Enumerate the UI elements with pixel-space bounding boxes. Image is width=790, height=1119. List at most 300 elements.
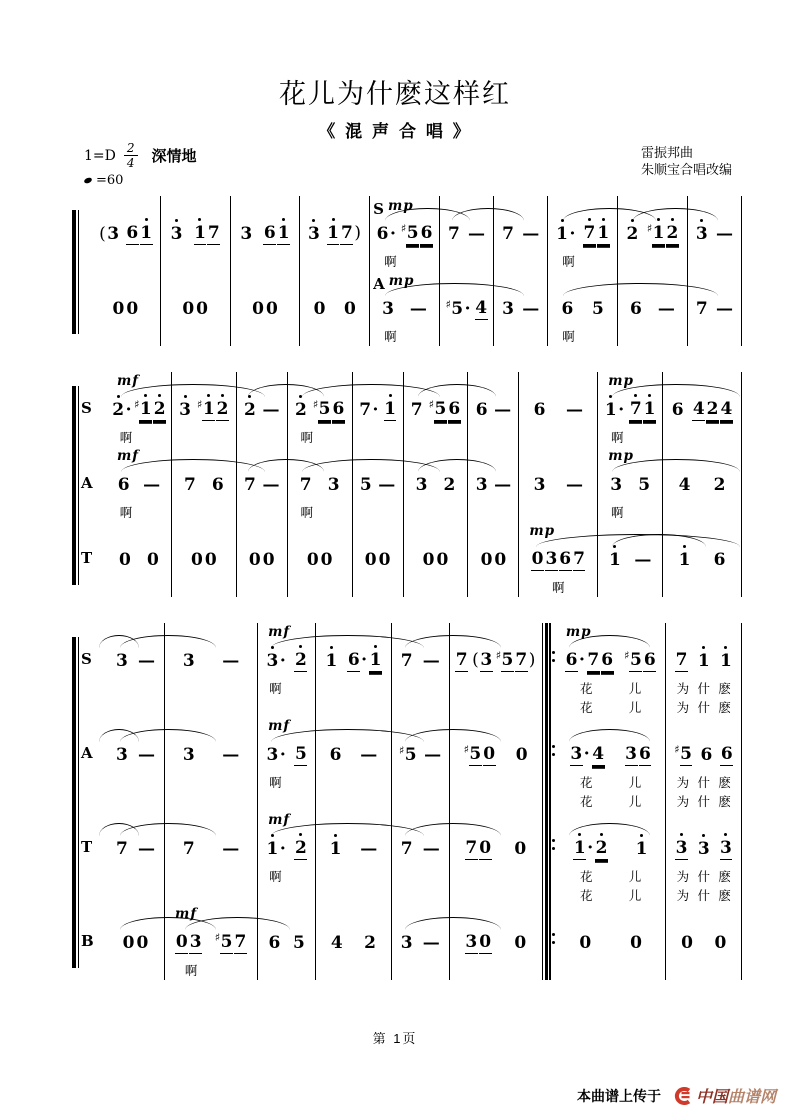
measure [237, 447, 288, 522]
notes-row [468, 392, 518, 428]
notes-row [666, 737, 741, 773]
note-token [657, 299, 675, 319]
note-digit: 0 [364, 550, 377, 570]
octave-dot [634, 394, 637, 397]
beat-group [182, 651, 196, 671]
dynamics-row [91, 196, 160, 216]
note-digit: 7 [183, 475, 196, 495]
note-digit: 6 [376, 224, 389, 244]
note-token [137, 745, 155, 765]
note-digit: 6 [117, 475, 130, 495]
note-token [325, 651, 338, 671]
note-token [182, 651, 195, 671]
lyric-row [258, 867, 315, 886]
notes-row [663, 467, 741, 503]
note-token [98, 224, 119, 244]
note-token [630, 933, 643, 953]
repeat-start-barline [543, 811, 556, 905]
lyric-syllable: 花 [580, 795, 593, 809]
dynamics-row [300, 196, 369, 216]
lyric-syllable: 什 [697, 889, 710, 903]
note-token [570, 744, 591, 766]
dynamic-marking: mf [117, 373, 140, 389]
measure [165, 717, 258, 811]
note-digit: 5 [638, 475, 651, 495]
beat-group [447, 224, 461, 244]
note-digit: 3 [415, 475, 428, 495]
sharp-sign: ♯ [463, 743, 469, 756]
lyric-row [450, 961, 542, 980]
dynamic-marking: mp [608, 373, 634, 389]
note-token [179, 400, 192, 420]
note-token [674, 744, 692, 766]
beat-group [443, 475, 457, 495]
beat-group [555, 224, 577, 244]
voice-label [81, 271, 91, 346]
beat-group [263, 223, 291, 245]
note-token [643, 399, 656, 421]
note-digit: 0 [190, 550, 203, 570]
lyric-row [288, 428, 352, 447]
note-token [443, 475, 456, 495]
measure [370, 196, 440, 271]
notes-row [237, 467, 287, 503]
lyric-row [598, 578, 662, 597]
note-token [122, 933, 135, 953]
beat-group [183, 475, 197, 495]
notes-row [556, 643, 666, 679]
beat-group [376, 224, 398, 244]
note-digit: 2 [216, 399, 229, 421]
lyric-row [91, 327, 160, 346]
note-digit: 5 [434, 399, 447, 419]
beat-group [112, 299, 140, 319]
note-token [480, 550, 493, 570]
note-digit: 1 [202, 399, 215, 421]
note-digit: 3 [610, 475, 623, 495]
note-digit: — [657, 299, 675, 319]
lyric-syllable: 啊 [552, 581, 565, 595]
repeat-start-barline [543, 717, 556, 811]
beat-group [423, 745, 442, 765]
lyric-row [392, 961, 449, 980]
dynamics-row [107, 811, 164, 831]
notes-row [450, 737, 542, 773]
lyric-row [556, 867, 666, 886]
note-digit: 1 [329, 839, 342, 859]
note-token [119, 550, 132, 570]
beat-group [671, 400, 685, 420]
note-token [697, 651, 710, 671]
note-token [515, 745, 528, 765]
note-token [170, 224, 183, 244]
octave-dot [299, 833, 302, 836]
beat-group [422, 550, 450, 570]
beat-group [720, 744, 734, 766]
note-digit: — [494, 400, 512, 420]
octave-dot [271, 646, 274, 649]
lyric-syllable: 为 [676, 795, 690, 809]
note-token [681, 933, 694, 953]
lyric-row [300, 327, 369, 346]
lyric-row [519, 503, 597, 522]
lyric-row [107, 961, 164, 980]
measure [91, 196, 161, 271]
lyric-syllable: 啊 [384, 330, 397, 344]
note-token [455, 650, 468, 672]
dynamics-row [370, 271, 439, 291]
lyric-row [107, 503, 171, 522]
note-token [252, 299, 265, 319]
dynamics-row [237, 447, 287, 467]
lyric-row [300, 252, 369, 271]
notes-row [450, 643, 542, 679]
notes-row [688, 291, 741, 327]
note-token [475, 400, 488, 420]
lyric-row [556, 679, 666, 698]
sharp-sign: ♯ [312, 398, 319, 411]
measure [404, 447, 469, 522]
note-digit: 0 [480, 550, 493, 570]
dynamics-row [300, 271, 369, 291]
note-digit: 3 [382, 299, 394, 319]
lyric-row [392, 698, 449, 717]
lyric-row [258, 961, 315, 980]
lyric-row [666, 886, 741, 905]
beat-group [265, 839, 287, 859]
note-token [347, 650, 368, 672]
note-digit: 0 [126, 299, 139, 319]
note-token [565, 475, 583, 495]
dynamics-row [107, 905, 164, 925]
note-digit: 1 [369, 650, 382, 672]
note-token [146, 550, 159, 570]
beat-group [115, 745, 129, 765]
note-digit: 3 [480, 650, 493, 670]
note-digit: 6 [268, 933, 281, 953]
beat-group [359, 839, 378, 859]
beat-group [137, 839, 156, 859]
measure [556, 811, 667, 905]
beat-group [463, 744, 496, 766]
dynamics-row [392, 717, 449, 737]
lyric-row [450, 867, 542, 886]
lyric-row [450, 679, 542, 698]
note-digit: 7 [207, 223, 220, 243]
beat-group [561, 299, 575, 319]
lyric-syllable: 儿 [628, 870, 642, 884]
note-token [556, 224, 577, 244]
beat-group [637, 475, 651, 495]
note-digit: 0 [515, 745, 528, 765]
note-digit: 7 [116, 839, 128, 859]
song-subtitle: 《 混 声 合 唱 》 [318, 122, 472, 142]
note-token [216, 399, 229, 421]
note-token [695, 224, 708, 244]
note-token [340, 223, 361, 245]
note-token [204, 550, 217, 570]
measure [288, 447, 353, 522]
note-digit: 3 [240, 224, 253, 244]
note-digit: — [494, 475, 512, 495]
measure [688, 196, 742, 271]
note-digit: 3 [675, 838, 688, 860]
notes-row [165, 737, 257, 773]
note-digit: 0 [112, 299, 125, 319]
beat-group [115, 839, 129, 859]
beat-group [633, 550, 652, 570]
lyric-syllable: 麽 [718, 682, 731, 696]
beat-group [695, 224, 709, 244]
dynamics-row [468, 372, 518, 392]
beat-group [515, 745, 529, 765]
sharp-sign: ♯ [674, 743, 680, 756]
note-digit: 1 [604, 400, 617, 420]
lyric-syllable: 啊 [300, 506, 313, 520]
note-digit: 6 [720, 744, 733, 764]
repeat-dot [552, 745, 555, 748]
beat-group [377, 475, 396, 495]
lyric-row [316, 698, 391, 717]
measure [172, 447, 237, 522]
dynamics-row [556, 811, 666, 831]
note-token [720, 651, 733, 671]
beat-group [422, 933, 441, 953]
dynamics-row [494, 196, 547, 216]
sharp-sign: ♯ [398, 744, 405, 757]
beat-group [347, 650, 383, 672]
notes-row [663, 542, 741, 578]
dynamics-row [172, 372, 236, 392]
dynamics-row [666, 905, 741, 925]
note-token [136, 933, 149, 953]
note-token [376, 224, 397, 244]
dynamics-row [618, 271, 687, 291]
lyric-syllable: 花 [580, 776, 593, 790]
lyric-row [663, 428, 741, 447]
notes-row [353, 542, 403, 578]
beat-group [193, 223, 221, 245]
note-digit: 3 [570, 744, 583, 764]
measure [107, 447, 172, 522]
measure [450, 811, 543, 905]
note-digit: 7 [410, 400, 423, 420]
beat-group [324, 651, 338, 671]
measure [666, 717, 742, 811]
beat-group [292, 933, 306, 953]
measure [161, 271, 231, 346]
repeat-dot [552, 651, 555, 654]
lyric-row [288, 578, 352, 597]
note-token [720, 744, 733, 766]
note-token [359, 400, 380, 420]
dynamics-row [161, 196, 230, 216]
sharp-sign: ♯ [428, 398, 434, 411]
note-digit: 3 [625, 744, 638, 764]
notes-row [300, 216, 369, 252]
measure [107, 522, 172, 597]
dynamics-row [165, 623, 257, 643]
dynamics-row [165, 811, 257, 831]
measures-row [107, 717, 742, 811]
notes-row [165, 643, 257, 679]
lyric-row [237, 578, 287, 597]
meta-row [84, 142, 732, 192]
lyric-row [370, 327, 439, 346]
note-token [675, 650, 688, 672]
beat-group [400, 839, 414, 859]
lyric-syllable: 麽 [718, 776, 731, 790]
notes-row [237, 392, 287, 428]
notes-row [258, 925, 315, 961]
note-token [222, 745, 240, 765]
note-digit: — [422, 651, 440, 671]
dynamics-row [404, 522, 468, 542]
repeat-start-barline [543, 905, 556, 980]
beat-group [265, 651, 287, 671]
note-token [494, 550, 507, 570]
note-token [263, 223, 276, 245]
note-digit: 2 [153, 399, 166, 421]
note-digit: 0 [196, 299, 209, 319]
note-token [695, 299, 708, 319]
lyric-row [107, 428, 171, 447]
note-digit: 2 [713, 475, 726, 495]
dynamics-row [468, 447, 518, 467]
note-token [194, 223, 207, 245]
dynamics-row [548, 196, 617, 216]
note-digit: — [262, 475, 280, 495]
dotted-note-dot: · [279, 651, 286, 671]
note-token [112, 400, 133, 420]
note-digit: 0 [531, 549, 544, 569]
note-digit: 0 [262, 550, 275, 570]
lyric-row [172, 428, 236, 447]
measure [440, 196, 494, 271]
lyric-syllable: 啊 [300, 431, 313, 445]
note-token [182, 299, 195, 319]
dynamic-marking: mp [387, 198, 414, 214]
beat-group [134, 399, 167, 421]
dotted-note-dot: · [125, 400, 132, 420]
measure [440, 271, 494, 346]
measure [288, 522, 353, 597]
beat-group [480, 550, 508, 570]
beat-group [243, 400, 257, 420]
dynamics-row [107, 623, 164, 643]
note-digit: 1 [325, 651, 338, 671]
note-token [522, 299, 540, 319]
note-digit: — [137, 839, 155, 859]
beat-group [715, 299, 734, 319]
note-token [713, 475, 726, 495]
octave-dot [282, 218, 285, 221]
lyric-syllable: 啊 [562, 330, 575, 344]
note-digit: 0 [146, 550, 159, 570]
note-digit: 3 [266, 745, 279, 765]
notes-row [161, 291, 230, 327]
note-digit: 6 [263, 223, 276, 243]
octave-dot [145, 218, 148, 221]
beat-group [221, 651, 240, 671]
sharp-sign: ♯ [400, 222, 407, 235]
octave-dot [299, 395, 302, 398]
voice-label: A [373, 275, 385, 293]
voice-label: S [81, 399, 92, 417]
note-token [182, 839, 195, 859]
dynamic-marking: mf [268, 718, 291, 734]
beat-group [400, 223, 433, 245]
dynamics-row [107, 717, 164, 737]
lyric-row [598, 428, 662, 447]
note-token [591, 299, 604, 319]
beat-group [294, 650, 308, 672]
dynamic-marking: mf [268, 812, 291, 828]
dynamics-row [353, 372, 403, 392]
octave-dot [724, 646, 727, 649]
measure [316, 623, 392, 717]
lyric-row [107, 698, 164, 717]
note-token [196, 299, 209, 319]
dynamics-row [288, 372, 352, 392]
note-token [190, 550, 203, 570]
lyric-row [666, 773, 741, 792]
dynamics-row [258, 905, 315, 925]
measure [231, 271, 301, 346]
lyric-syllable: 啊 [269, 870, 282, 884]
measure [392, 905, 450, 980]
note-digit: — [522, 299, 540, 319]
beat-group [719, 838, 733, 860]
note-digit: 0 [344, 299, 356, 319]
note-digit: 6 [565, 650, 578, 670]
dynamics-row [519, 522, 597, 542]
note-token [625, 744, 638, 766]
notes-row [91, 216, 160, 252]
dynamics-row [258, 623, 315, 643]
lyric-row [688, 252, 741, 271]
score-system [72, 196, 742, 346]
note-token [561, 299, 574, 319]
measure [353, 372, 404, 447]
octave-dot [198, 218, 201, 221]
octave-dot [680, 833, 683, 836]
note-token [294, 650, 307, 672]
beat-group [410, 400, 424, 420]
notes-row [107, 925, 164, 961]
lyric-syllable: 啊 [384, 255, 397, 269]
note-digit: 2 [626, 224, 639, 244]
note-digit: — [143, 475, 161, 495]
notes-row [107, 737, 164, 773]
beat-group [117, 475, 131, 495]
beat-group [713, 933, 727, 953]
lyric-row [107, 773, 164, 792]
note-head-icon [83, 177, 92, 185]
beat-group [261, 400, 280, 420]
note-digit: 5 [406, 223, 419, 243]
lyric-syllable: 花 [580, 701, 593, 715]
beat-group [428, 399, 461, 421]
beat-group [181, 299, 209, 319]
note-digit: 6 [329, 745, 342, 765]
lyric-row [666, 679, 741, 698]
octave-dot [613, 545, 616, 548]
lyric-syllable: 儿 [628, 889, 642, 903]
beat-group [565, 400, 584, 420]
beat-group [329, 839, 343, 859]
sharp-sign: ♯ [624, 649, 630, 662]
